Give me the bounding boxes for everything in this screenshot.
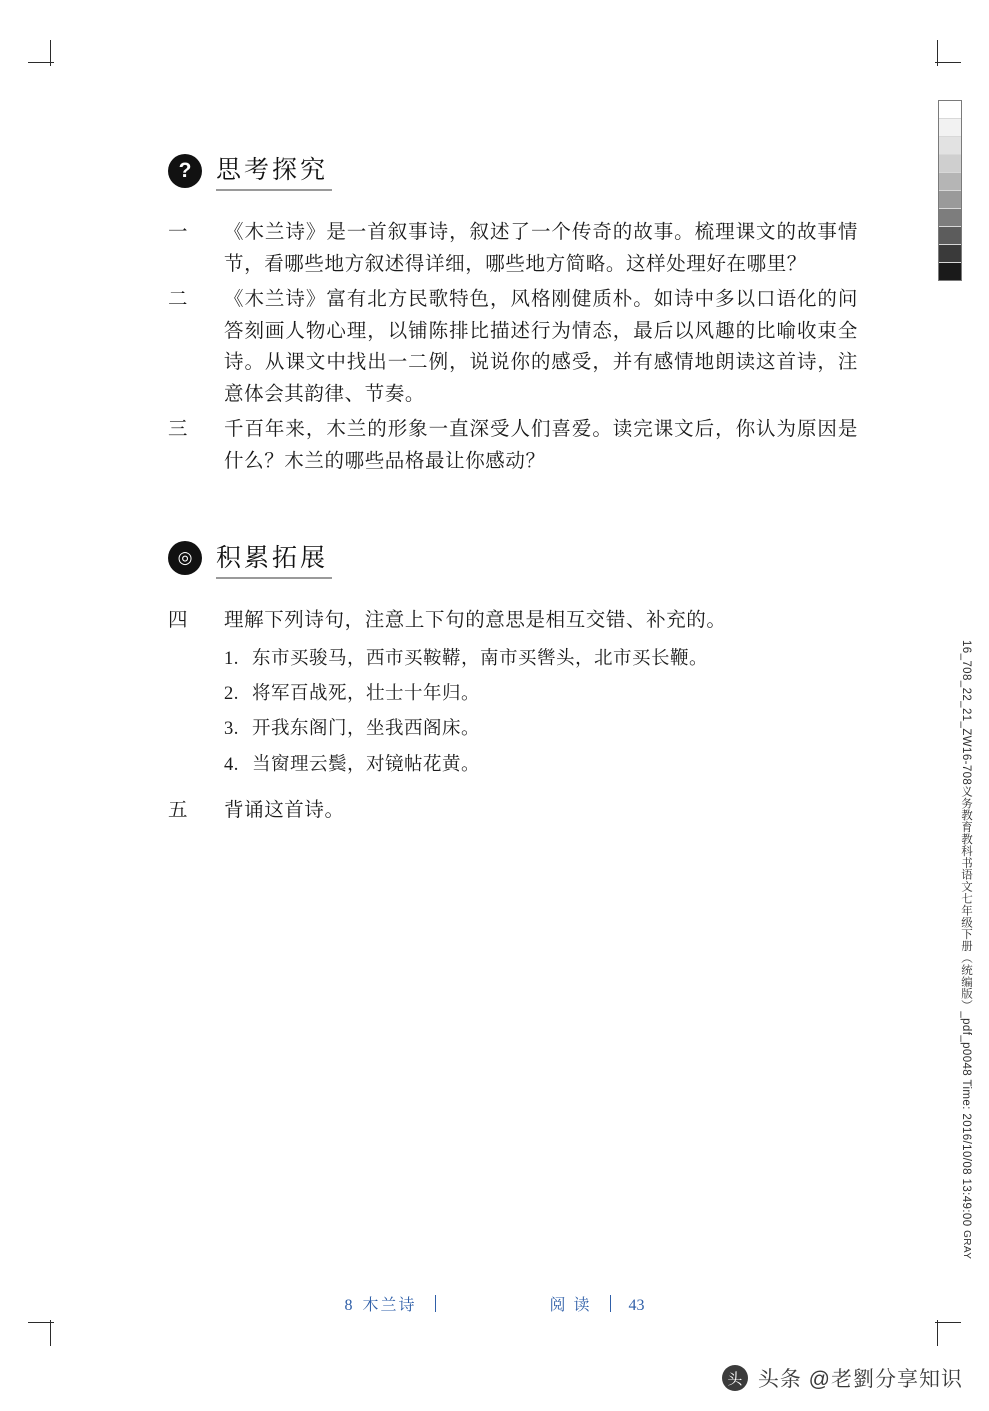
watermark-logo-icon: 头 — [722, 1365, 748, 1391]
list-gap — [168, 783, 858, 795]
question-item — [168, 414, 858, 477]
question-item — [168, 284, 858, 410]
question-mark-icon: ? — [168, 154, 202, 188]
sub-item-list — [224, 642, 858, 783]
crop-mark-top-left — [28, 40, 74, 86]
question-number: 五 — [168, 799, 189, 821]
section-title: 思考探究 — [216, 150, 328, 191]
watermark — [722, 1363, 963, 1393]
section-title: 积累拓展 — [216, 538, 328, 579]
list-item-text: 将军百战死，壮士十年归。 — [252, 684, 481, 705]
list-item-index: 3. — [224, 719, 239, 740]
question-text: 背诵这首诗。 — [224, 799, 345, 821]
question-text: 《木兰诗》富有北方民歌特色，风格刚健质朴。如诗中多以口语化的问答刻画人物心理，以铺陈排比描述行为情态，最后以风趣的比喻收束全诗。从课文中找出一二例，说说你的感受，并有感情地朗读这首诗，注意体会其韵律、节奏。 — [224, 289, 858, 405]
watermark-text: 头条 @老劉分享知识 — [757, 1368, 963, 1391]
list-item-index: 1. — [224, 649, 239, 670]
page-number: 43 — [628, 1297, 645, 1314]
list-item — [224, 642, 858, 677]
section-gap — [168, 482, 858, 538]
footer-divider-2 — [610, 1295, 611, 1312]
list-item-text: 开我东阁门，坐我西阁床。 — [252, 719, 481, 740]
page-footer — [0, 1292, 989, 1315]
print-metadata-line1: 16_708_22_21_ZW16-708义务教育教科书语文七年级下册（统编版）_pdf_p0048 Time: 2016/10/08 13:49:00 — [960, 640, 972, 1227]
list-item-index: 4. — [224, 754, 239, 775]
section-accumulate-expand — [168, 538, 858, 827]
list-item-text: 东市买骏马，西市买鞍鞯，南市买辔头，北市买长鞭。 — [252, 649, 709, 670]
section-header — [168, 538, 858, 579]
print-metadata-line2: GRAY — [961, 1230, 972, 1260]
section-thinking-inquiry — [168, 150, 858, 478]
footer-divider-1 — [435, 1295, 436, 1312]
list-item-index: 2. — [224, 684, 239, 705]
question-item — [168, 795, 858, 827]
question-number: 一 — [168, 222, 189, 243]
question-item — [168, 605, 858, 637]
question-text: 《木兰诗》是一首叙事诗，叙述了一个传奇的故事。梳理课文的故事情节，看哪些地方叙述得详细，哪些地方简略。这样处理好在哪里？ — [224, 222, 858, 275]
footer-lesson — [344, 1292, 416, 1315]
crop-mark-top-right — [915, 40, 961, 86]
question-number: 四 — [168, 609, 189, 631]
question-number: 二 — [168, 289, 189, 311]
question-text: 理解下列诗句，注意上下句的意思是相互交错、补充的。 — [224, 609, 727, 631]
question-number: 三 — [168, 419, 189, 441]
footer-unit-label: 阅 读 — [549, 1297, 592, 1314]
list-item-text: 当窗理云鬓，对镜帖花黄。 — [252, 754, 481, 775]
page-content — [168, 150, 858, 830]
footer-lesson-number: 8 — [344, 1297, 355, 1314]
print-metadata — [957, 640, 973, 1259]
target-icon: ◎ — [168, 541, 202, 575]
question-item — [168, 217, 858, 280]
list-item — [224, 712, 858, 747]
question-text: 千百年来，木兰的形象一直深受人们喜爱。读完课文后，你认为原因是什么？木兰的哪些品格最让你感动？ — [224, 419, 858, 473]
grayscale-calibration-strip — [938, 100, 962, 281]
list-item — [224, 748, 858, 783]
section-header — [168, 150, 858, 191]
list-item — [224, 677, 858, 712]
footer-lesson-title: 木兰诗 — [362, 1297, 417, 1314]
